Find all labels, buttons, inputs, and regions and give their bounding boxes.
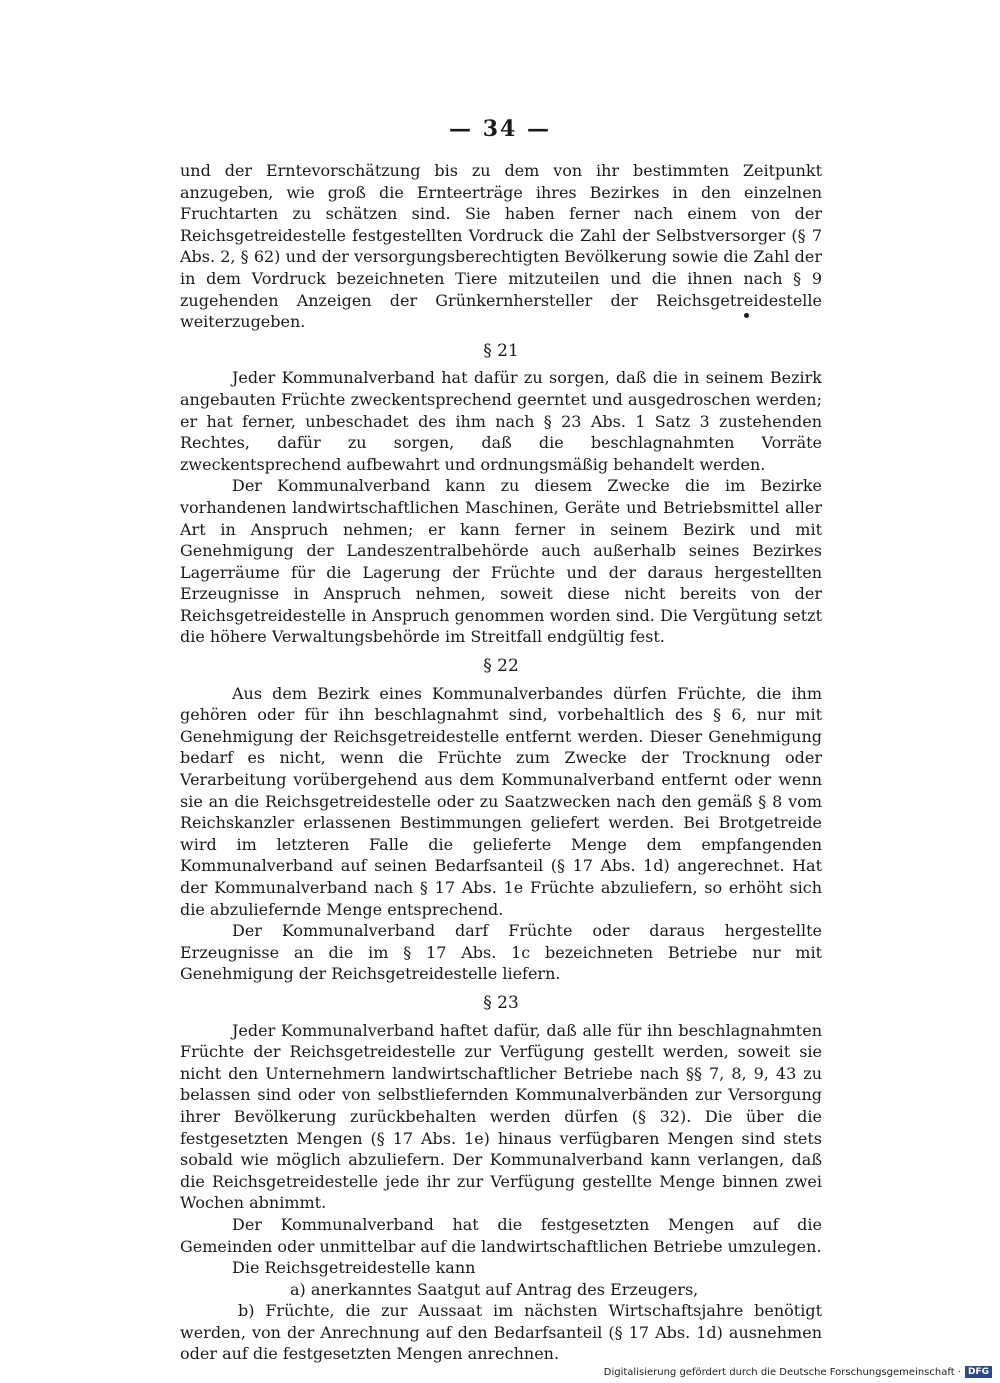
intro-paragraph: und der Erntevorschätzung bis zu dem von ihr bestimmten Zeitpunkt anzugeben, wie groß die Ernteerträge ihres Bezirkes in den einzelnen Fruchtarten zu schätzen sind. Sie haben ferner nach einem von der Reichsgetreidestelle festgestellten Vordruck die Zahl der Selbstversorger (§ 7 Abs. 2, § 62) und der versorgungsberechtigten Bevölkerung sowie die Zahl der in dem Vordruck bezeichneten Tiere mitzuteilen und die ihnen nach § 9 zugehenden Anzeigen der Grünkernhersteller der Reichsgetreidestelle weiterzugeben. bbox=[180, 161, 822, 332]
section-heading-23: § 23 bbox=[483, 992, 519, 1013]
paragraph: Der Kommunalverband hat die festgesetzten Mengen auf die Gemeinden oder unmittelbar auf die landwirtschaftlichen Betriebe umzulegen. bbox=[180, 1214, 822, 1256]
list-item: b) Früchte, die zur Aussaat im nächsten Wirtschaftsjahre benötigt werden, von der Anrechnung auf den Bedarfsanteil (§ 17 Abs. 1d) ausnehmen oder auf die festgesetzten Mengen anrechnen. bbox=[180, 1301, 822, 1364]
document-body bbox=[180, 160, 822, 1365]
section-heading-22: § 22 bbox=[483, 656, 519, 677]
footer-credit bbox=[604, 1366, 992, 1378]
footer-text: Digitalisierung gefördert durch die Deutsche Forschungsgemeinschaft · bbox=[603, 1366, 961, 1378]
paragraph: Jeder Kommunalverband haftet dafür, daß alle für ihn beschlagnahmten Früchte der Reichsgetreidestelle zur Verfügung gestellt werden, soweit sie nicht den Unternehmern landwirtschaftlicher Betriebe nach §§ 7, 8, 9, 43 zu belassen sind oder von selbstliefernden Kommunalverbänden zur Versorgung ihrer Bevölkerung zurückbehalten werden dürfen (§ 32). Die über die festgesetzten Mengen (§ 17 Abs. 1e) hinaus verfügbaren Mengen sind stets sobald wie möglich abzuliefern. Der Kommunalverband kann verlangen, daß die Reichsgetreidestelle jede ihr zur Verfügung gestellte Menge binnen zwei Wochen abnimmt. bbox=[180, 1020, 822, 1213]
list-item: a) anerkanntes Saatgut auf Antrag des Erzeugers, bbox=[290, 1279, 699, 1299]
dfg-logo: DFG bbox=[965, 1366, 992, 1378]
paragraph: Jeder Kommunalverband hat dafür zu sorgen, daß die in seinem Bezirk angebauten Früchte zweckentsprechend geerntet und ausgedroschen werden; er hat ferner, unbeschadet des ihm nach § 23 Abs. 1 Satz 3 zustehenden Rechtes, dafür zu sorgen, daß die beschlagnahmten Vorräte zweckentsprechend aufbewahrt und ordnungsmäßig behandelt werden. bbox=[180, 368, 822, 474]
paragraph: Die Reichsgetreidestelle kann bbox=[232, 1258, 476, 1278]
paragraph: Aus dem Bezirk eines Kommunalverbandes dürfen Früchte, die ihm gehören oder für ihn beschlagnahmt sind, vorbehaltlich des § 6, nur mit Genehmigung der Reichsgetreidestelle entfernt werden. Dieser Genehmigung bedarf es nicht, wenn die Früchte zum Zwecke der Trocknung oder Verarbeitung vorübergehend aus dem Kommunalverband entfernt oder wenn sie an die Reichsgetreidestelle oder zu Saatzwecken nach den gemäß § 8 vom Reichskanzler erlassenen Bestimmungen geliefert werden. Bei Brotgetreide wird im letzteren Falle die gelieferte Menge dem empfangenden Kommunalverband auf seinen Bedarfsanteil (§ 17 Abs. 1d) angerechnet. Hat der Kommunalverband nach § 17 Abs. 1e Früchte abzuliefern, so erhöht sich die abzuliefernde Menge entsprechend. bbox=[180, 683, 822, 919]
paragraph: Der Kommunalverband darf Früchte oder daraus hergestellte Erzeugnisse an die im § 17 Abs. 1c bezeichneten Betriebe nur mit Genehmigung der Reichsgetreidestelle liefern. bbox=[180, 921, 822, 984]
paragraph: Der Kommunalverband kann zu diesem Zwecke die im Bezirke vorhandenen landwirtschaftlichen Maschinen, Geräte und Betriebsmittel aller Art in Anspruch nehmen; er kann ferner in seinem Bezirk und mit Genehmigung der Landeszentralbehörde auch außerhalb seines Bezirkes Lagerräume für die Lagerung der Früchte und der daraus hergestellten Erzeugnisse in Anspruch nehmen, soweit diese nicht bereits von der Reichsgetreidestelle in Anspruch genommen worden sind. Die Vergütung setzt die höhere Verwaltungsbehörde im Streitfall endgültig fest. bbox=[180, 476, 822, 647]
page-number: — 34 — bbox=[449, 116, 551, 142]
section-heading-21: § 21 bbox=[483, 340, 519, 361]
